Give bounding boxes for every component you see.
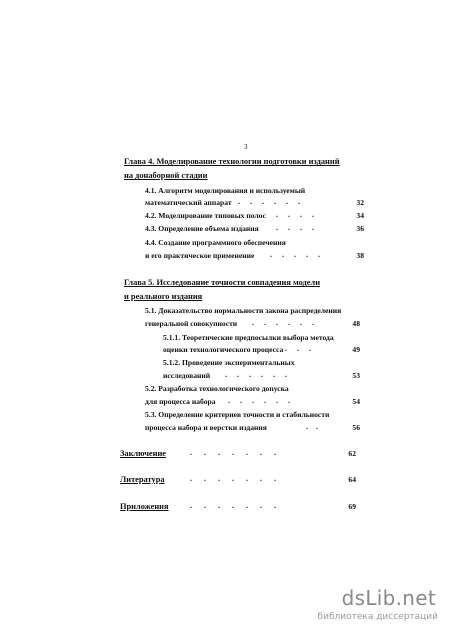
chapter-4-title-line1: Глава 4. Моделирование технологии подготовки изданий bbox=[124, 157, 340, 166]
chapter-4-title-line2: на донаборной стадии bbox=[124, 171, 208, 180]
toc-page-appendix: 69 bbox=[348, 502, 356, 511]
toc-entry-5-2-line2: для процесса набора bbox=[145, 397, 216, 406]
toc-page-4-3: 36 bbox=[356, 224, 364, 233]
watermark-logo: dsLib.net bbox=[341, 586, 436, 610]
toc-page-5-3: 56 bbox=[352, 423, 360, 432]
toc-page-literature: 64 bbox=[348, 475, 356, 484]
watermark bbox=[312, 586, 442, 630]
dot-leader: . . . bbox=[285, 344, 311, 353]
toc-appendix: Приложения bbox=[120, 502, 169, 511]
dot-leader: . . . . . . . bbox=[190, 474, 276, 483]
toc-entry-5-3-line2: процесса набора и верстки издания bbox=[145, 423, 267, 432]
toc-conclusion: Заключение bbox=[120, 449, 167, 458]
dot-leader: . . . . bbox=[276, 223, 314, 232]
toc-page-5-2: 54 bbox=[352, 397, 360, 406]
dot-leader: . . . . bbox=[276, 210, 314, 219]
toc-entry-5-3-line1: 5.3. Определение критериев точности и стабильности bbox=[145, 410, 330, 419]
toc-entry-5-1-1-line1: 5.1.1. Теоретические предпосылки выбора метода bbox=[163, 333, 334, 342]
dot-leader: . . . . . . . bbox=[190, 448, 276, 457]
toc-page-conclusion: 62 bbox=[348, 449, 356, 458]
dot-leader: . . bbox=[306, 422, 318, 431]
chapter-5-title-line2: и реального издания bbox=[124, 292, 203, 301]
toc-entry-5-1-2-line1: 5.1.2. Проведение экспериментальных bbox=[163, 358, 295, 367]
toc-entry-5-1-line1: 5.1. Доказательство нормальности закона распределения bbox=[145, 306, 342, 315]
toc-page-5-1-2: 53 bbox=[352, 371, 360, 380]
dot-leader: . . . . . . bbox=[225, 370, 287, 379]
toc-entry-4-1-line1: 4.1. Алгоритм моделирования и используемый bbox=[145, 186, 306, 195]
dot-leader: . . . . . . . bbox=[190, 501, 276, 510]
toc-entry-4-4-line2: и его практическое применение bbox=[145, 251, 255, 260]
toc-page-4-2: 34 bbox=[356, 211, 364, 220]
toc-literature: Литература bbox=[120, 475, 165, 484]
toc-page-5-1-1: 49 bbox=[352, 345, 360, 354]
page-number: 3 bbox=[244, 143, 248, 151]
chapter-5-title-line1: Глава 5. Исследование точности совпадения модели bbox=[124, 278, 321, 287]
toc-entry-4-2: 4.2. Моделирование типовых полос bbox=[145, 211, 266, 220]
dot-leader: . . . . . . bbox=[238, 197, 300, 206]
toc-entry-5-2-line1: 5.2. Разработка технологического допуска bbox=[145, 384, 289, 393]
toc-entry-4-3: 4.3. Определение объема издания bbox=[145, 224, 259, 233]
toc-entry-5-1-2-line2: исследований bbox=[163, 371, 211, 380]
toc-entry-4-4-line1: 4.4. Создание программного обеспечения bbox=[145, 238, 286, 247]
dot-leader: . . . . . bbox=[270, 250, 320, 259]
toc-page-4-1: 32 bbox=[356, 198, 364, 207]
dot-leader: . . . . . . bbox=[252, 318, 314, 327]
toc-entry-4-1-line2: математический аппарат bbox=[145, 198, 232, 207]
watermark-subtitle: библиотека диссертаций bbox=[317, 612, 438, 622]
toc-entry-5-1-line2: генеральной совокупности bbox=[145, 319, 238, 328]
toc-entry-5-1-1-line2: оценки технологического процесса bbox=[163, 345, 284, 354]
dot-leader: . . . . . . bbox=[228, 396, 290, 405]
toc-page-5-1: 48 bbox=[352, 319, 360, 328]
toc-page-4-4: 38 bbox=[356, 251, 364, 260]
